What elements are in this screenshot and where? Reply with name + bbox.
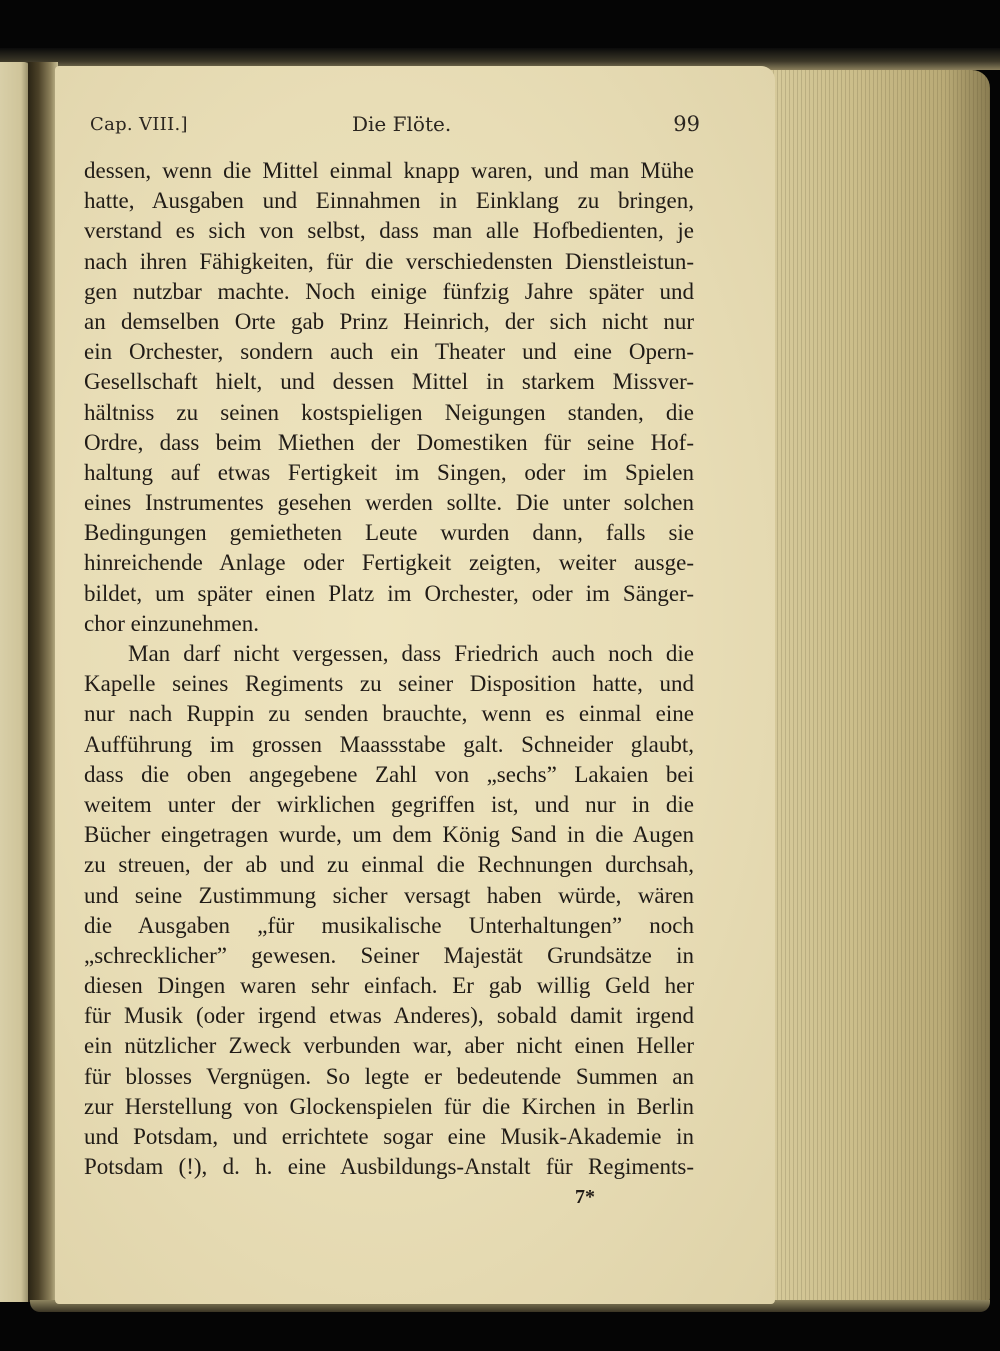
section-title: Die Flöte. (352, 112, 452, 136)
text-line: ein nützlicher Zweck verbunden war, aber nicht einen Heller (84, 1033, 694, 1059)
text-line: und Potsdam, und errichtete sogar eine Musik-Akademie in (84, 1124, 694, 1149)
left-page-edge (0, 62, 30, 1302)
text-line: nur nach Ruppin zu senden brauchte, wenn es einmal eine (84, 701, 694, 727)
text-line: die Ausgaben „für musikalische Unterhaltungen” noch (84, 912, 694, 938)
book-gutter (28, 62, 58, 1302)
text-line: dessen, wenn die Mittel einmal knapp waren, und man Mühe (84, 158, 694, 183)
text-line: Bücher eingetragen wurde, um dem König Sand in die Augen (84, 822, 694, 848)
text-line: bildet, um später einen Platz im Orchester, oder im Sänger- (84, 580, 694, 606)
text-line: Ordre, dass beim Miethen der Domestiken für seine Hof- (84, 429, 694, 455)
text-line: Bedingungen gemietheten Leute wurden dann, falls sie (84, 520, 694, 546)
text-line: gen nutzbar machte. Noch einige fünfzig Jahre später und (84, 278, 694, 304)
paragraph-start-line: Man darf nicht vergessen, dass Friedrich auch noch die (128, 641, 694, 666)
text-line: an demselben Orte gab Prinz Heinrich, der sich nicht nur (84, 308, 694, 334)
text-line: Kapelle seines Regiments zu seiner Disposition hatte, und (84, 671, 694, 697)
text-line: diesen Dingen waren sehr einfach. Er gab willig Geld her (84, 973, 694, 999)
page-body-text (84, 156, 694, 1182)
chapter-label: Cap. VIII.] (90, 114, 188, 135)
paragraph-end-line: chor einzunehmen. (84, 610, 259, 636)
running-head (90, 112, 700, 142)
text-line: Gesellschaft hielt, und dessen Mittel in starkem Missver- (84, 369, 694, 395)
text-line: ein Orchester, sondern auch ein Theater und eine Opern- (84, 339, 694, 365)
text-line: dass die oben angegebene Zahl von „sechs” Lakaien bei (84, 761, 694, 787)
text-line: Aufführung im grossen Maassstabe galt. Schneider glaubt, (84, 731, 694, 757)
text-line: für blosses Vergnügen. So legte er bedeutende Summen an (84, 1063, 694, 1089)
text-line: weitem unter der wirklichen gegriffen ist, und nur in die (84, 791, 694, 817)
text-line: und seine Zustimmung sicher versagt haben würde, wären (84, 882, 694, 908)
text-line: eines Instrumentes gesehen werden sollte. Die unter solchen (84, 490, 694, 516)
printer-signature-mark: 7* (575, 1186, 595, 1208)
text-line: hinreichende Anlage oder Fertigkeit zeigten, weiter ausge- (84, 550, 694, 576)
text-line: hältniss zu seinen kostspieligen Neigungen standen, die (84, 399, 694, 425)
page-block-edge (765, 70, 990, 1304)
text-line: für Musik (oder irgend etwas Anderes), sobald damit irgend (84, 1003, 694, 1029)
text-line: zur Herstellung von Glockenspielen für die Kirchen in Berlin (84, 1093, 694, 1119)
text-line: hatte, Ausgaben und Einnahmen in Einklang zu bringen, (84, 188, 694, 214)
text-line: zu streuen, der ab und zu einmal die Rechnungen durchsah, (84, 852, 694, 878)
text-line: haltung auf etwas Fertigkeit im Singen, oder im Spielen (84, 459, 694, 485)
text-line: nach ihren Fähigkeiten, für die verschiedensten Dienstleistun- (84, 248, 694, 274)
text-line: Potsdam (!), d. h. eine Ausbildungs-Anstalt für Regiments- (84, 1154, 694, 1180)
text-line: „schrecklicher” gewesen. Seiner Majestät Grundsätze in (84, 942, 694, 968)
page-number: 99 (673, 112, 700, 136)
text-line: verstand es sich von selbst, dass man alle Hofbedienten, je (84, 218, 694, 244)
